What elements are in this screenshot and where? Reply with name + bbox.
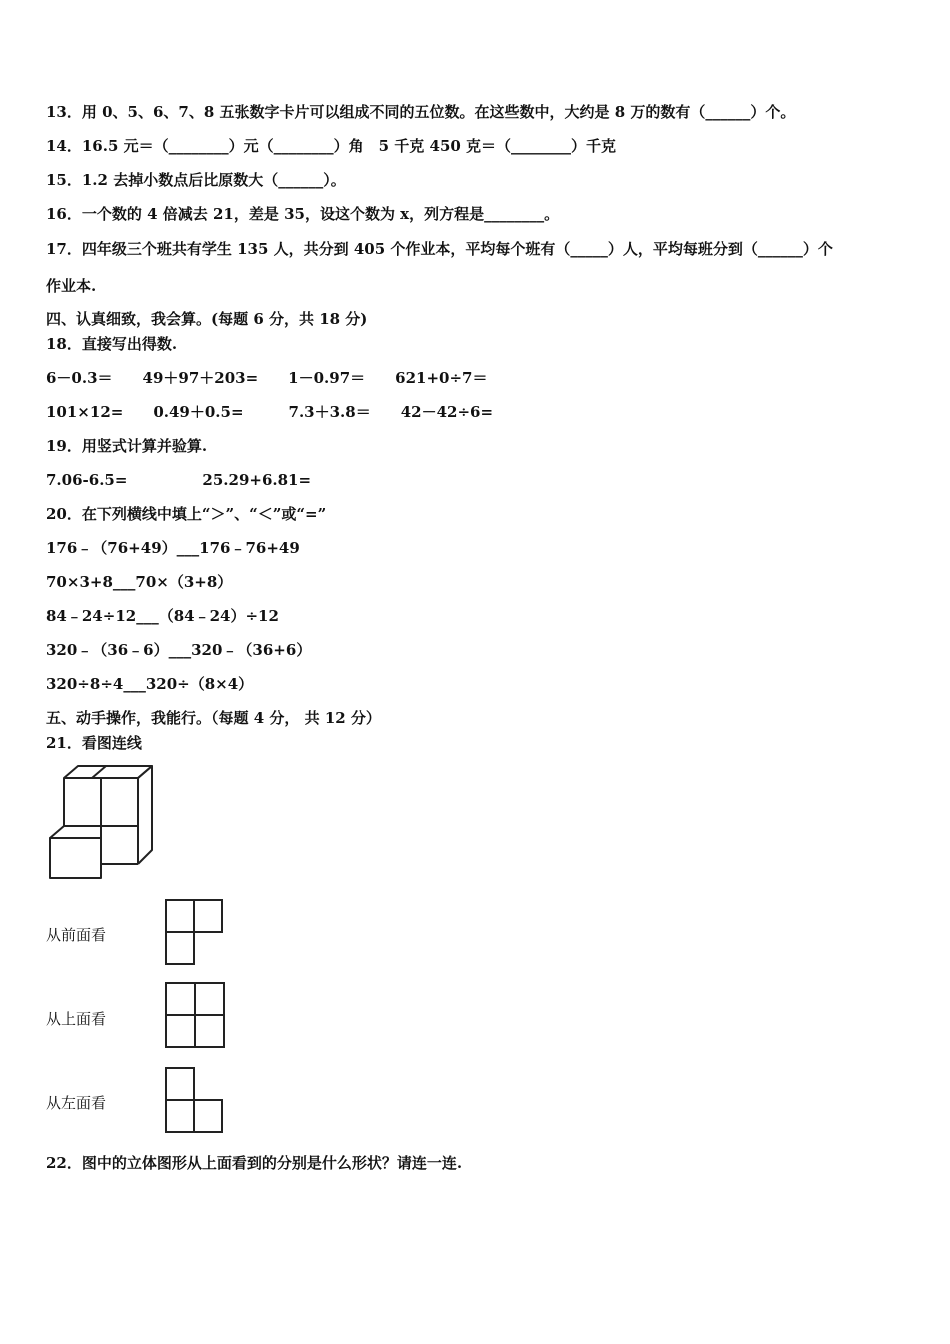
q20-item-5: 320÷8÷4___320÷（8×4）	[46, 675, 254, 693]
question-13: 13．用 0、5、6、7、8 五张数字卡片可以组成不同的五位数。在这些数中，大约是 8 万的数有（______）个。	[46, 103, 796, 121]
q20-item-4: 320﹣（36﹣6）___320﹣（36+6）	[46, 641, 312, 659]
q20-item-3: 84﹣24÷12___（84﹣24）÷12	[46, 607, 279, 625]
question-20: 20．在下列横线中填上“＞”、“＜”或“=”	[46, 505, 327, 523]
view-top-label: 从上面看	[46, 1010, 107, 1028]
question-22: 22．图中的立体图形从上面看到的分别是什么形状？请连一连.	[46, 1154, 463, 1172]
left-view-shape[interactable]	[164, 1066, 226, 1134]
question-21: 21．看图连线	[46, 734, 142, 752]
question-15: 15．1.2 去掉小数点后比原数大（______）。	[46, 171, 346, 189]
top-view-shape[interactable]	[164, 981, 228, 1049]
question-14: 14．16.5 元＝（________）元（________）角 5 千克 450 克＝（________）千克	[46, 137, 617, 155]
q20-item-1: 176﹣（76+49）___176﹣76+49	[46, 539, 300, 557]
cube-figure	[44, 764, 156, 882]
question-19: 19．用竖式计算并验算.	[46, 437, 208, 455]
question-18: 18．直接写出得数.	[46, 335, 178, 353]
q19-row: 7.06-6.5= 25.29+6.81=	[46, 471, 312, 489]
section-5-heading: 五、动手操作，我能行。（每题 4 分， 共 12 分）	[46, 709, 381, 727]
view-left-label: 从左面看	[46, 1094, 107, 1112]
q18-row-1: 6－0.3＝ 49＋97＋203= 1－0.97＝ 621+0÷7＝	[46, 369, 488, 387]
question-17-continued: 作业本.	[46, 277, 97, 295]
front-view-shape[interactable]	[164, 898, 226, 966]
q18-row-2: 101×12= 0.49＋0.5= 7.3＋3.8＝ 42－42÷6=	[46, 403, 494, 421]
q20-item-2: 70×3+8___70×（3+8）	[46, 573, 233, 591]
section-4-heading: 四、认真细致，我会算。(每题 6 分，共 18 分)	[46, 310, 368, 328]
question-16: 16．一个数的 4 倍减去 21，差是 35，设这个数为 x，列方程是________。	[46, 205, 560, 223]
question-17: 17．四年级三个班共有学生 135 人，共分到 405 个作业本，平均每个班有（_____）人，平均每班分到（______）个	[46, 240, 833, 258]
view-front-label: 从前面看	[46, 926, 107, 944]
